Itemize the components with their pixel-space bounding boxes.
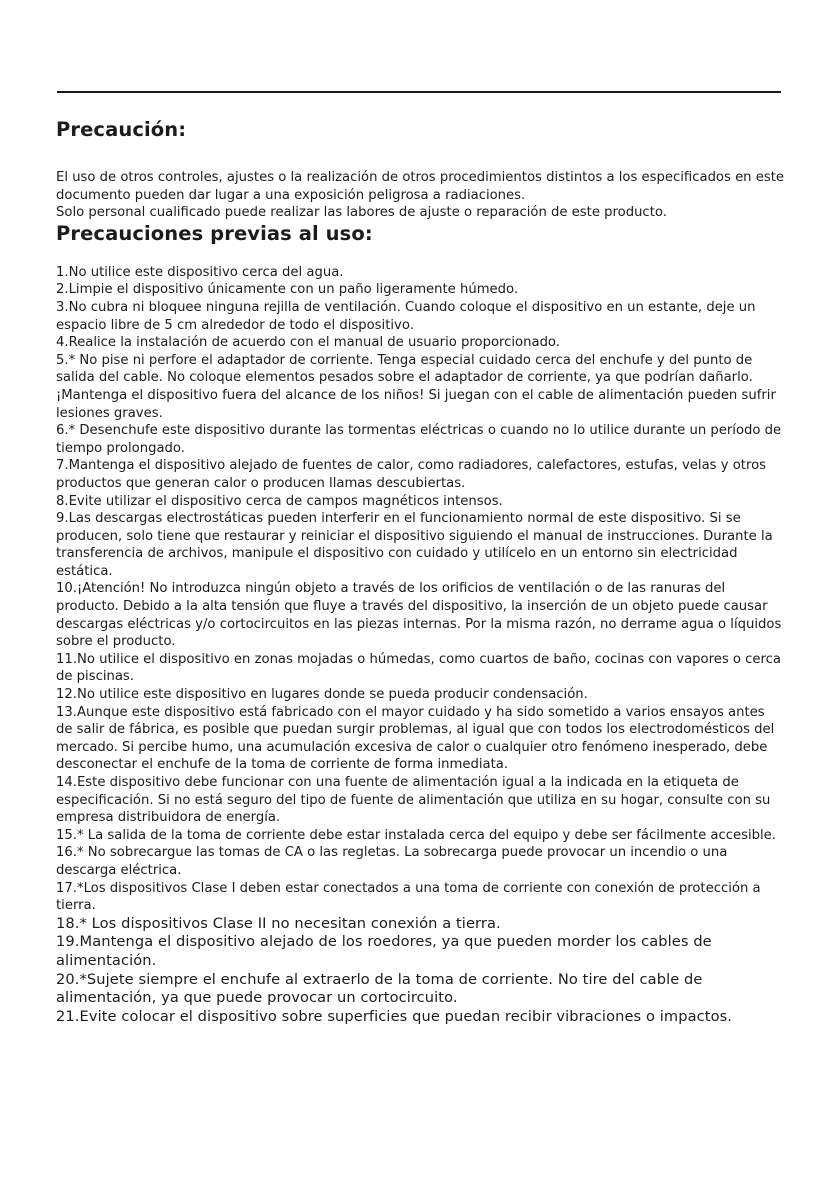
page-content bbox=[56, 118, 784, 1026]
precaution-item: 3.No cubra ni bloquee ninguna rejilla de ventilación. Cuando coloque el dispositivo en un estante, deje un espacio libre de 5 cm alrededor de todo el dispositivo. bbox=[56, 299, 756, 333]
precaution-item: 13.Aunque este dispositivo está fabricado con el mayor cuidado y ha sido sometido a varios ensayos antes de salir de fábrica, es posible que puedan surgir problemas, al igual que con todos los electrodomésticos del mercado. Si percibe humo, una acumulación excesiva de calor o cualquier otro fenómeno inesperado, debe desconectar el enchufe de la toma de corriente de forma inmediata. bbox=[56, 704, 775, 773]
precaution-item: 8.Evite utilizar el dispositivo cerca de campos magnéticos intensos. bbox=[56, 493, 503, 509]
precautions-list bbox=[56, 264, 784, 1027]
precaution-item: 6.* Desenchufe este dispositivo durante las tormentas eléctricas o cuando no lo utilice durante un período de tiempo prolongado. bbox=[56, 423, 782, 456]
precaution-item: 9.Las descargas electrostáticas pueden interferir en el funcionamiento normal de este dispositivo. Si se producen, solo tiene que restaurar y reiniciar el dispositivo siguiendo el manual de instrucciones. Durante la transferencia de archivos, manipule el dispositivo con cuidado y utilícelo en un entorno sin electricidad estática. bbox=[56, 511, 773, 579]
precautions-section bbox=[56, 222, 784, 1027]
caution-title: Precaución: bbox=[56, 118, 187, 141]
precaution-item: 17.*Los dispositivos Clase I deben estar conectados a una toma de corriente con conexión de protección a tierra. bbox=[56, 880, 761, 914]
precaution-item: 11.No utilice el dispositivo en zonas mojadas o húmedas, como cuartos de baño, cocinas con vapores o cerca de piscinas. bbox=[56, 651, 781, 685]
precaution-item: 20.*Sujete siempre el enchufe al extraerlo de la toma de corriente. No tire del cable de alimentación, ya que puede provocar un cortocircuito. bbox=[56, 970, 703, 1007]
precaution-item: 21.Evite colocar el dispositivo sobre superficies que puedan recibir vibraciones o impactos. bbox=[56, 1007, 733, 1025]
caution-paragraph: El uso de otros controles, ajustes o la realización de otros procedimientos distintos a los especificados en este documento pueden dar lugar a una exposición peligrosa a radiaciones. bbox=[56, 170, 784, 203]
caution-section bbox=[56, 118, 784, 222]
precautions-title: Precauciones previas al uso: bbox=[56, 221, 373, 245]
precaution-item: 12.No utilice este dispositivo en lugares donde se pueda producir condensación. bbox=[56, 687, 588, 703]
precaution-item: 19.Mantenga el dispositivo alejado de los roedores, ya que pueden morder los cables de alimentación. bbox=[56, 933, 712, 969]
precaution-item: 18.* Los dispositivos Clase II no necesitan conexión a tierra. bbox=[56, 914, 501, 932]
top-divider bbox=[57, 91, 781, 93]
precaution-item: 4.Realice la instalación de acuerdo con el manual de usuario proporcionado. bbox=[56, 335, 560, 351]
precaution-item: 1.No utilice este dispositivo cerca del agua. bbox=[56, 264, 344, 280]
caution-body bbox=[56, 169, 784, 222]
precaution-item: 15.* La salida de la toma de corriente debe estar instalada cerca del equipo y debe ser fácilmente accesible. bbox=[56, 827, 776, 843]
precaution-item: 7.Mantenga el dispositivo alejado de fuentes de calor, como radiadores, calefactores, estufas, velas y otros productos que generan calor o producen llamas descubiertas. bbox=[56, 458, 767, 491]
precaution-item: 14.Este dispositivo debe funcionar con una fuente de alimentación igual a la indicada en la etiqueta de especificación. Si no está seguro del tipo de fuente de alimentación que utiliza en su hogar, consulte con su empresa distribuidora de energía. bbox=[56, 775, 771, 826]
caution-paragraph: Solo personal cualificado puede realizar las labores de ajuste o reparación de este producto. bbox=[56, 205, 667, 221]
precaution-item: 5.* No pise ni perfore el adaptador de corriente. Tenga especial cuidado cerca del enchufe y del punto de salida del cable. No coloque elementos pesados sobre el adaptador de corriente, ya que podrían dañarlo. ¡Mantenga el dispositivo fuera del alcance de los niños! Si juegan con el cable de alimentación pueden sufrir lesiones graves. bbox=[56, 352, 776, 421]
precaution-item: 16.* No sobrecargue las tomas de CA o las regletas. La sobrecarga puede provocar un incendio o una descarga eléctrica. bbox=[56, 845, 728, 878]
precaution-item: 2.Limpie el dispositivo únicamente con un paño ligeramente húmedo. bbox=[56, 282, 519, 298]
precaution-item: 10.¡Atención! No introduzca ningún objeto a través de los orificios de ventilación o de las ranuras del producto. Debido a la alta tensión que fluye a través del dispositivo, la inserción de un objeto puede causar descargas eléctricas y/o cortocircuitos en las piezas internas. Por la misma razón, no derrame agua o líquidos sobre el producto. bbox=[56, 581, 782, 650]
